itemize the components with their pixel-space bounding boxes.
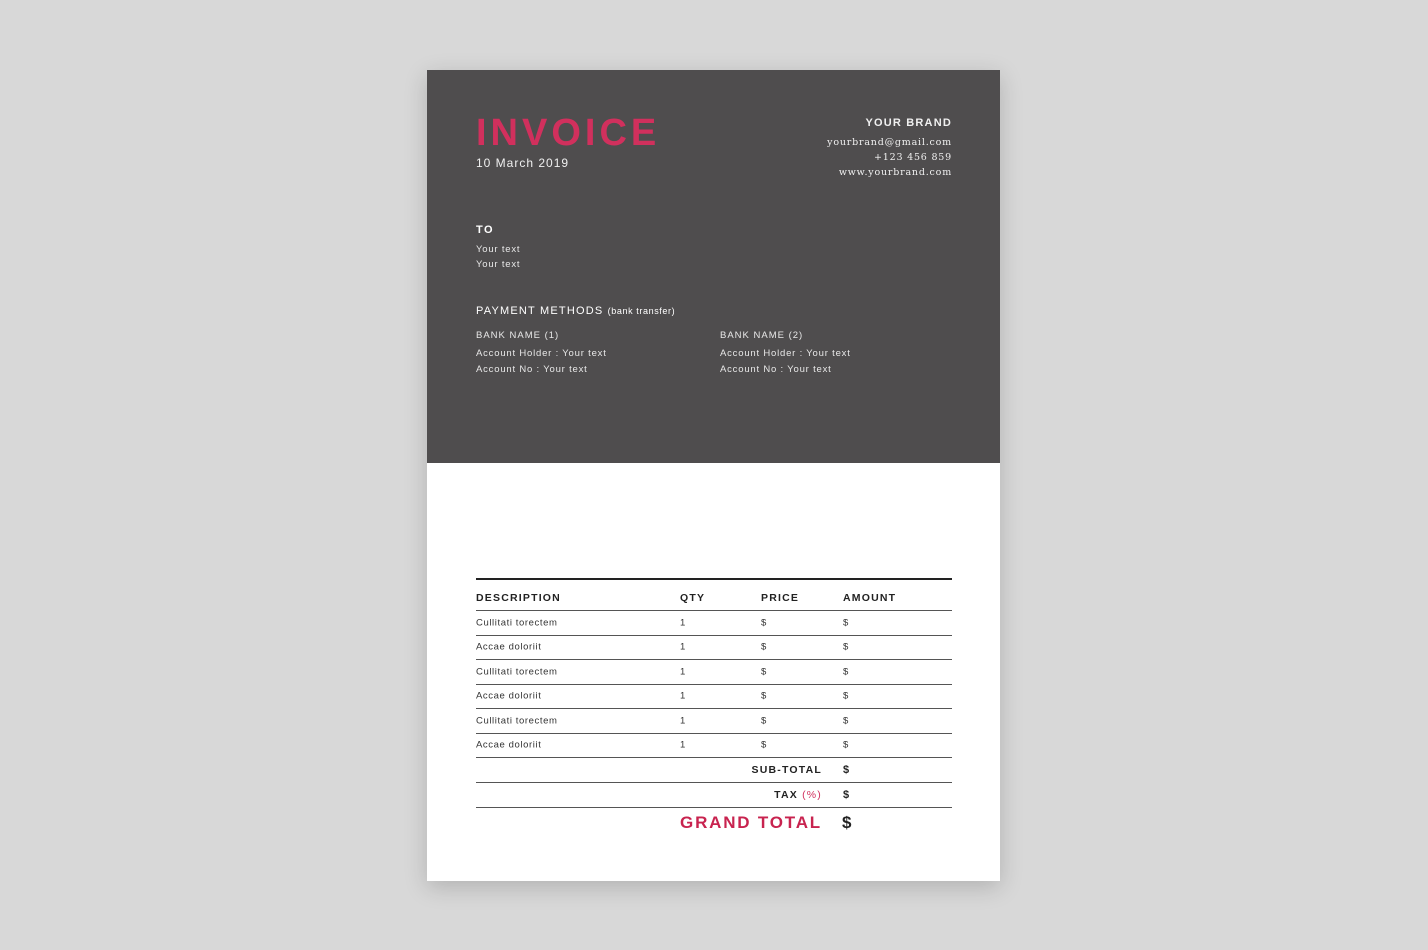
bank-block-2	[720, 330, 851, 378]
item-amount: $	[843, 739, 849, 751]
item-description: Cullitati torectem	[476, 617, 558, 629]
item-price: $	[761, 641, 767, 653]
item-qty: 1	[680, 690, 686, 702]
payment-subtitle: (bank transfer)	[607, 306, 676, 316]
table-row	[476, 660, 952, 685]
grand-total-label: GRAND TOTAL	[680, 813, 822, 832]
table-row	[476, 685, 952, 710]
header-price: PRICE	[761, 592, 800, 604]
item-description: Accae doloriit	[476, 641, 542, 653]
table-row	[476, 709, 952, 734]
item-price: $	[761, 666, 767, 678]
table-row	[476, 734, 952, 759]
subtotal-label: SUB-TOTAL	[751, 764, 822, 776]
item-price: $	[761, 617, 767, 629]
item-qty: 1	[680, 739, 686, 751]
item-price: $	[761, 739, 767, 751]
brand-phone: +123 456 859	[874, 152, 952, 163]
brand-email: yourbrand@gmail.com	[827, 137, 952, 148]
item-price: $	[761, 690, 767, 702]
item-description: Cullitati torectem	[476, 666, 558, 678]
grand-total-row	[476, 808, 952, 838]
item-description: Cullitati torectem	[476, 715, 558, 727]
brand-website: www.yourbrand.com	[838, 167, 952, 178]
item-amount: $	[843, 617, 849, 629]
payment-title: PAYMENT METHODS	[476, 305, 604, 317]
item-description: Accae doloriit	[476, 739, 542, 751]
invoice-header	[427, 70, 1000, 463]
invoice-title: INVOICE	[476, 112, 661, 154]
item-description: Accae doloriit	[476, 690, 542, 702]
account-number: Account No : Your text	[476, 364, 588, 375]
recipient-label: TO	[476, 224, 495, 236]
bank-block-1	[476, 330, 607, 378]
tax-percent: (%)	[802, 789, 822, 801]
subtotal-row	[476, 758, 952, 783]
invoice-date: 10 March 2019	[476, 156, 570, 170]
item-amount: $	[843, 715, 849, 727]
item-qty: 1	[680, 666, 686, 678]
header-amount: AMOUNT	[843, 592, 897, 604]
table-row	[476, 611, 952, 636]
item-amount: $	[843, 641, 849, 653]
bank-name: BANK NAME (1)	[476, 330, 560, 341]
recipient-line-2: Your text	[476, 259, 521, 270]
tax-label-group	[774, 789, 822, 801]
account-number: Account No : Your text	[720, 364, 832, 375]
tax-label: TAX	[774, 789, 798, 801]
account-holder: Account Holder : Your text	[476, 348, 607, 359]
item-qty: 1	[680, 617, 686, 629]
header-description: DESCRIPTION	[476, 592, 561, 604]
item-qty: 1	[680, 641, 686, 653]
item-qty: 1	[680, 715, 686, 727]
tax-value: $	[843, 789, 850, 801]
payment-heading	[476, 305, 675, 317]
subtotal-value: $	[843, 764, 850, 776]
table-row	[476, 636, 952, 661]
item-amount: $	[843, 666, 849, 678]
item-amount: $	[843, 690, 849, 702]
recipient-line-1: Your text	[476, 244, 521, 255]
recipient-block	[476, 224, 520, 272]
brand-block	[827, 117, 952, 180]
brand-name: YOUR BRAND	[865, 117, 952, 129]
table-header-row	[476, 580, 952, 611]
grand-total-value: $	[842, 813, 852, 832]
account-holder: Account Holder : Your text	[720, 348, 851, 359]
item-price: $	[761, 715, 767, 727]
tax-row	[476, 783, 952, 808]
invoice-sheet	[427, 70, 1000, 881]
bank-name: BANK NAME (2)	[720, 330, 804, 341]
header-qty: QTY	[680, 592, 706, 604]
items-table	[476, 578, 952, 838]
